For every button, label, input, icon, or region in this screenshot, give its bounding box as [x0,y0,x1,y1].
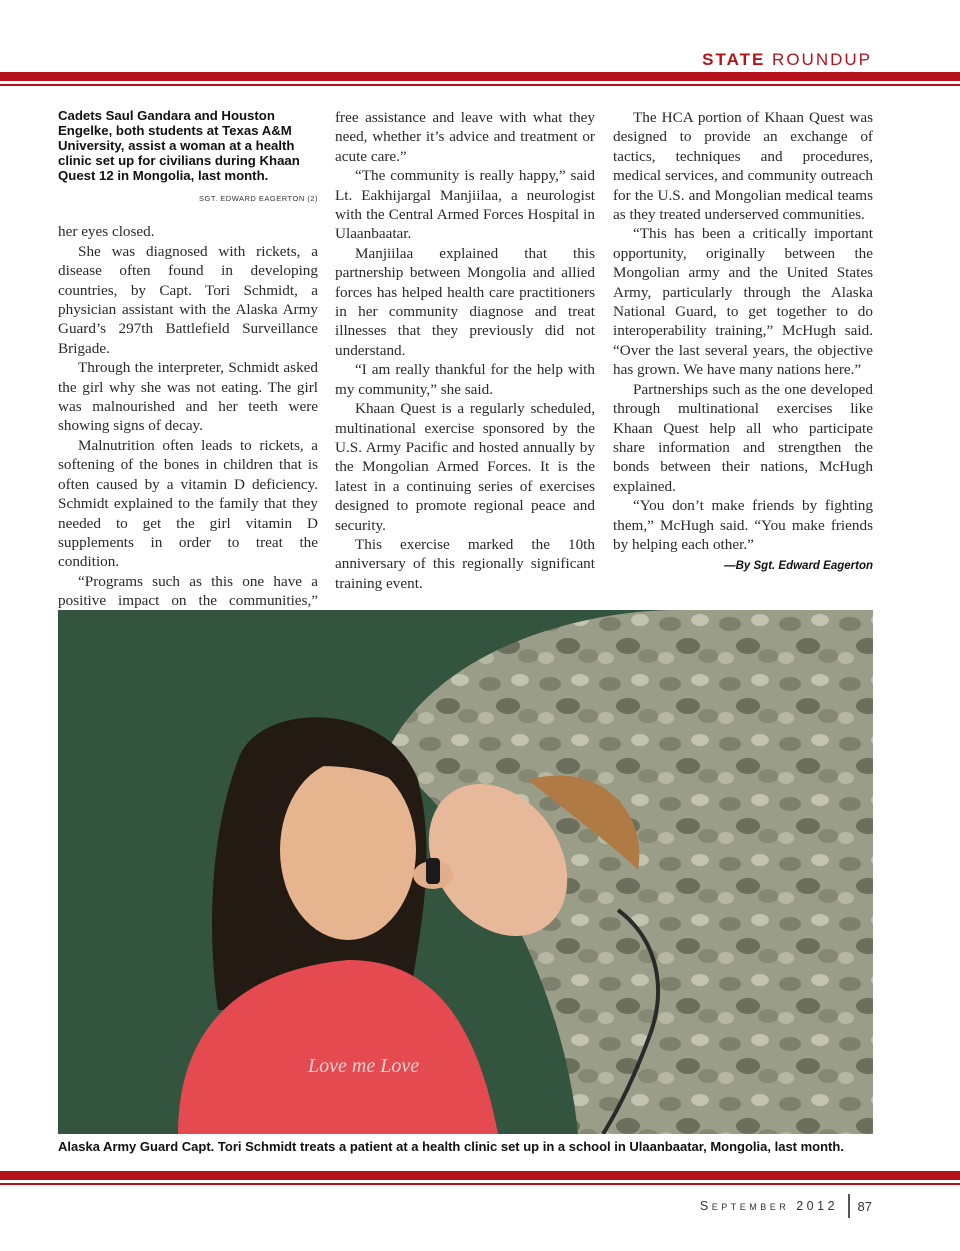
article-paragraph: “This has been a critically important opportunity, originally between the Mongolian army and the United States Army, particularly through the Alaska National Guard, to get together to do interoperability training,” McHugh said. “Over the last several years, the objective has grown. We have many nations here.” [613,225,873,379]
article-paragraph: Through the interpreter, Schmidt asked the girl why she was not eating. The girl was malnourished and her teeth were showing signs of decay. [58,359,318,435]
article-column-2 [335,108,595,593]
issue-date: September 2012 [699,1199,839,1213]
section-header-bold: STATE [702,50,766,69]
article-paragraph: free assistance and leave with what they need, whether it’s advice and treatment or acute care.” [335,109,595,165]
section-header [702,50,872,70]
article-paragraph: her eyes closed. [58,223,155,241]
inset-photo-credit: SGT. EDWARD EAGERTON (2) [199,194,318,203]
page-number: 87 [857,1198,872,1214]
article-paragraph: “I am really thankful for the help with my community,” she said. [335,361,595,398]
article-paragraph: “Programs such as this one have a positive impact on the communities,” [58,572,318,610]
main-photo-illustration [58,610,873,1134]
header-rule-thick [0,72,960,81]
article-paragraph: The HCA portion of Khaan Quest was designed to provide an exchange of tactics, techniques and procedures, medical services, and community outreach for the U.S. and Mongolian medical teams as they treated underserved communities. [613,109,873,224]
article-paragraph: Partnerships such as the one developed through multinational exercises like Khaan Quest help all who participate share information and strengthen the bonds between their nations, McHugh explained. [613,380,873,495]
article-paragraph: Khaan Quest is a regularly scheduled, multinational exercise sponsored by the U.S. Army Pacific and hosted annually by the Mongolian Armed Forces. It is the latest in a continuing series of exercises designed to promote regional peace and security. [335,400,595,534]
section-header-rest: ROUNDUP [772,50,872,69]
article-paragraph: “The community is really happy,” said Lt. Eakhijargal Manjiilaa, a neurologist with the Central Armed Forces Hospital in Ulaanbaatar. [335,167,595,243]
folio-divider [848,1194,850,1218]
footer-rule-thick [0,1171,960,1180]
article-paragraph: She was diagnosed with rickets, a disease often found in developing countries, by Capt. Tori Schmidt, a physician assistant with the Alaska Army Guard’s 297th Battlefield Surveillance Brigade. [58,242,318,357]
inset-photo-caption: Cadets Saul Gandara and Houston Engelke, both students at Texas A&M University, assist a woman at a health clinic set up for civilians during Khaan Quest 12 in Mongolia, last month. [58,108,300,183]
article-paragraph: Malnutrition often leads to rickets, a softening of the bones in children that is often caused by a vitamin D deficiency. Schmidt explained to the family that they needed to get the girl vitamin D supplements in order to treat the condition. [58,436,318,571]
article-paragraph: This exercise marked the 10th anniversary of this regionally significant training event. [335,535,595,592]
article-paragraph: Manjiilaa explained that this partnership between Mongolia and allied forces has helped health care practitioners in her community diagnose and treat illnesses that they previously did not understand. [335,244,595,359]
footer-rule-thin [0,1183,960,1185]
article-column-1 [58,108,318,630]
article-column-3 [613,108,873,577]
girl-face [280,760,416,940]
main-photo [58,610,873,1134]
page-folio [700,1193,872,1219]
article-byline: —By Sgt. Edward Eagerton [724,560,873,573]
article-paragraph: “You don’t make friends by fighting them,” McHugh said. “You make friends by helping each other.” [613,497,873,553]
main-photo-caption: Alaska Army Guard Capt. Tori Schmidt treats a patient at a health clinic set up in a school in Ulaanbaatar, Mongolia, last month. [58,1139,844,1154]
shirt-text: Love me Love [308,1055,420,1077]
header-rule-thin [0,84,960,86]
